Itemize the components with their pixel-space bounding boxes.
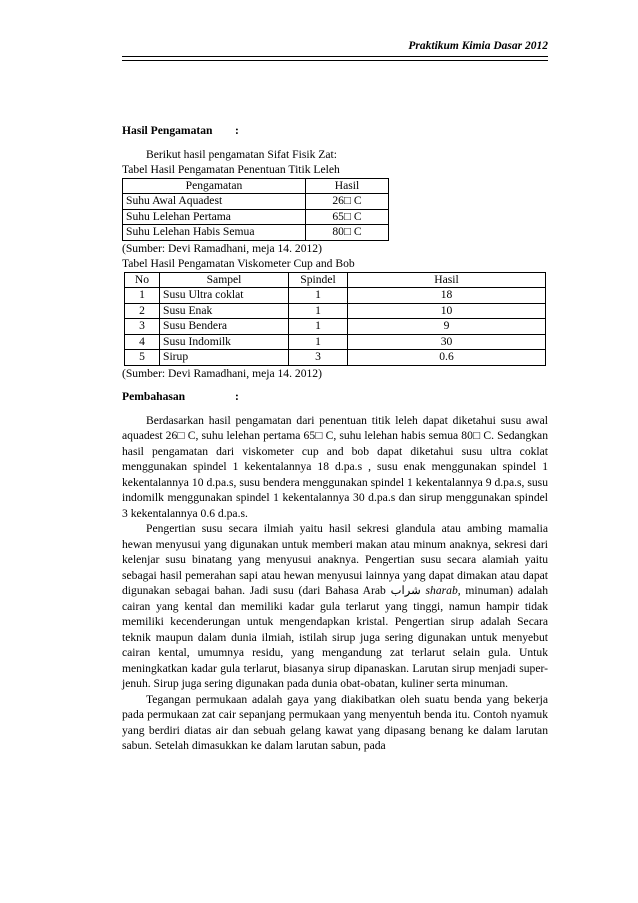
table-cell: 80□ C [306, 225, 389, 241]
hasil-heading-colon: : [235, 124, 239, 137]
table-row [125, 319, 546, 335]
table-cell: 1 [289, 334, 348, 350]
melting-point-table [122, 178, 389, 241]
hasil-heading-label: Hasil Pengamatan [122, 124, 213, 137]
table-cell: 1 [125, 288, 160, 304]
table-header-row [123, 178, 389, 194]
table-cell: 10 [348, 303, 546, 319]
table-cell: 5 [125, 350, 160, 366]
pembahasan-paragraph-1: Berdasarkan hasil pengamatan dari penentuan titik leleh dapat diketahui susu awal aquadest 26□ C, suhu lelehan pertama 65□ C, suhu lelehan habis semua 80□ C. Sedangkan hasil pengamatan dari viskometer cup and bob dapat diketahui susu ultra coklat menggunakan spindel 1 kekentalannya 18 d.pa.s , susu enak menggunakan spindel 1 kekentalannya 10 d.pa.s, susu bendera menggunakan spindel 1 kekentalannya 9 d.pa.s, susu indomilk menggunakan spindel 1 kekentalannya 30 d.pa.s dan sirup menggunakan spindel 3 kekentalannya 0.6 d.pa.s. [122, 413, 548, 520]
header-rule-thin [122, 60, 548, 61]
paragraph-2-text-start: Pengertian susu secara ilmiah yaitu hasil sekresi glandula atau ambing mamalia hewan menyusui yang digunakan untuk memberi makan atau minum anaknya, sekresi dari kelenjar susu binatang yang menyusui anaknya. Pengertian susu secara alamiah yaitu sebagai hasil pemerahan sapi atau hewan menyusui lainnya yang dapat dimakan atau dapat digunakan sebagai bahan. Jadi susu (dari Bahasa Arab [122, 522, 548, 597]
pembahasan-heading [122, 389, 548, 405]
table-header-cell: Hasil [348, 272, 546, 288]
hasil-intro: Berikut hasil pengamatan Sifat Fisik Zat: [146, 147, 337, 161]
pembahasan-heading-label: Pembahasan [122, 390, 186, 403]
table-row [125, 350, 546, 366]
table-cell: 18 [348, 288, 546, 304]
table-row [125, 303, 546, 319]
table-header-cell: Sampel [160, 272, 289, 288]
table-cell: 4 [125, 334, 160, 350]
table-row [123, 225, 389, 241]
table-header-cell: Pengamatan [123, 178, 306, 194]
table-row [123, 194, 389, 210]
table-row [123, 209, 389, 225]
table-header-cell: Hasil [306, 178, 389, 194]
hasil-heading [122, 123, 548, 139]
transliteration: sharab [425, 584, 458, 597]
pembahasan-heading-colon: : [235, 390, 239, 403]
table-cell: 30 [348, 334, 546, 350]
table-header-cell: Spindel [289, 272, 348, 288]
table-cell: 0.6 [348, 350, 546, 366]
table2-source: (Sumber: Devi Ramadhani, meja 14. 2012) [122, 366, 322, 380]
page-header-title: Praktikum Kimia Dasar 2012 [408, 40, 548, 52]
viscometer-table [124, 272, 546, 366]
table-cell: 1 [289, 319, 348, 335]
table-row [125, 334, 546, 350]
table-cell: 3 [289, 350, 348, 366]
table-cell: Susu Enak [160, 303, 289, 319]
table-cell: 65□ C [306, 209, 389, 225]
pembahasan-paragraph-3: Tegangan permukaan adalah gaya yang diakibatkan oleh suatu benda yang bekerja pada permukaan zat cair sepanjang permukaan yang menyentuh benda itu. Contoh nyamuk yang berdiri diatas air dan sebuah gelang kawat yang dipasang benang ke dalam larutan sabun. Setelah dimasukkan ke dalam larutan sabun, pada [122, 692, 548, 752]
arabic-word: شراب [390, 584, 421, 597]
table-row [125, 288, 546, 304]
paragraph-2-text-end: , minuman) adalah cairan yang kental dan memiliki kadar gula terlarut yang tinggi, namun hampir tidak memiliki kecenderungan untuk mengendapkan kristal. Pengertian sirup adalah Secara teknik maupun dalam dunia ilmiah, istilah sirup juga sering digunakan untuk menyebut cairan kental, umumnya residu, yang mengandung zat terlarut selain gula. Untuk meningkatkan kadar gula terlarut, biasanya sirup dipanaskan. Larutan sirup menjadi super-jenuh. Sirup juga sering digunakan pada dunia obat-obatan, kuliner serta minuman. [122, 584, 548, 690]
table-cell: Sirup [160, 350, 289, 366]
table-cell: Suhu Lelehan Habis Semua [123, 225, 306, 241]
table-cell: Suhu Lelehan Pertama [123, 209, 306, 225]
header-rule-thick [122, 56, 548, 57]
table-header-cell: No [125, 272, 160, 288]
table-cell: 3 [125, 319, 160, 335]
table-cell: Susu Bendera [160, 319, 289, 335]
table-cell: Suhu Awal Aquadest [123, 194, 306, 210]
table-cell: Susu Indomilk [160, 334, 289, 350]
pembahasan-paragraph-2 [122, 521, 548, 692]
document-body [122, 123, 548, 754]
table1-source: (Sumber: Devi Ramadhani, meja 14. 2012) [122, 241, 322, 255]
table-cell: 2 [125, 303, 160, 319]
table1-caption: Tabel Hasil Pengamatan Penentuan Titik Leleh [122, 163, 340, 176]
table-cell: 9 [348, 319, 546, 335]
table-cell: 26□ C [306, 194, 389, 210]
table-cell: 1 [289, 303, 348, 319]
table2-caption: Tabel Hasil Pengamatan Viskometer Cup and Bob [122, 257, 355, 270]
table-header-row [125, 272, 546, 288]
table-cell: Susu Ultra coklat [160, 288, 289, 304]
table-cell: 1 [289, 288, 348, 304]
